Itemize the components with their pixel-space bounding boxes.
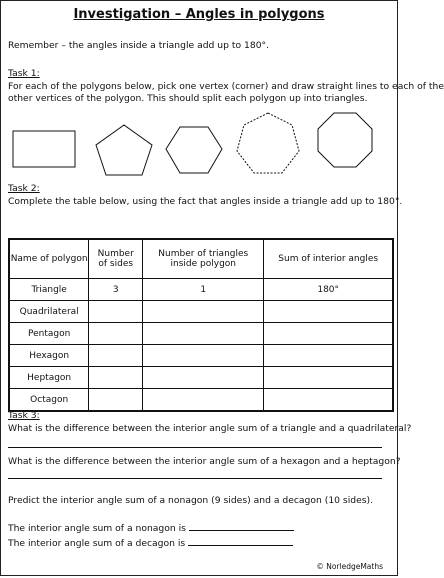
angles-table xyxy=(8,238,394,412)
header-name: Name of polygon xyxy=(9,239,89,279)
row-triangles[interactable] xyxy=(143,301,264,323)
row-sides[interactable] xyxy=(89,345,143,367)
row-sides[interactable] xyxy=(89,323,143,345)
row-triangles[interactable] xyxy=(143,389,264,412)
header-triangles: Number of triangles inside polygon xyxy=(143,239,264,279)
task3-question3: Predict the interior angle sum of a nonagon (9 sides) and a decagon (10 sides). xyxy=(8,495,374,506)
decagon-label: The interior angle sum of a decagon is xyxy=(8,538,186,549)
header-sides: Number of sides xyxy=(89,239,143,279)
row-sum[interactable] xyxy=(264,301,393,323)
task3-question1: What is the difference between the interior angle sum of a triangle and a quadrilateral? xyxy=(8,423,412,434)
nonagon-answer-blank[interactable] xyxy=(189,530,294,531)
task3-label: Task 3: xyxy=(8,410,40,421)
row-triangles[interactable] xyxy=(143,367,264,389)
row-name: Triangle xyxy=(9,279,89,301)
row-name: Heptagon xyxy=(9,367,89,389)
task2-label: Task 2: xyxy=(8,183,40,194)
nonagon-answer-row xyxy=(8,523,294,535)
task1-instructions-line1: For each of the polygons below, pick one vertex (corner) and draw straight lines to each of the xyxy=(8,81,444,92)
row-sum[interactable] xyxy=(264,367,393,389)
row-sides[interactable]: 3 xyxy=(89,279,143,301)
task3-question2: What is the difference between the interior angle sum of a hexagon and a heptagon? xyxy=(8,456,401,467)
row-triangles[interactable] xyxy=(143,345,264,367)
table-row xyxy=(9,279,393,301)
table-header-row xyxy=(9,239,393,279)
task2-instructions: Complete the table below, using the fact that angles inside a triangle add up to 180°. xyxy=(8,196,403,207)
pentagon-shape xyxy=(96,125,152,175)
table-row xyxy=(9,345,393,367)
row-triangles[interactable]: 1 xyxy=(143,279,264,301)
answer-line-1[interactable] xyxy=(8,447,382,448)
row-triangles[interactable] xyxy=(143,323,264,345)
heptagon-shape xyxy=(237,113,299,173)
row-sides[interactable] xyxy=(89,389,143,412)
row-name: Quadrilateral xyxy=(9,301,89,323)
table-row xyxy=(9,301,393,323)
header-sum: Sum of interior angles xyxy=(264,239,393,279)
row-sum[interactable]: 180° xyxy=(264,279,393,301)
row-sum[interactable] xyxy=(264,389,393,412)
nonagon-label: The interior angle sum of a nonagon is xyxy=(8,523,186,534)
decagon-answer-row xyxy=(8,538,293,550)
row-name: Octagon xyxy=(9,389,89,412)
remember-note: Remember – the angles inside a triangle add up to 180°. xyxy=(8,40,270,51)
row-sum[interactable] xyxy=(264,345,393,367)
answer-line-2[interactable] xyxy=(8,478,382,479)
table-row xyxy=(9,323,393,345)
copyright-footer: © NorledgeMaths xyxy=(316,562,383,571)
task1-instructions-line2: other vertices of the polygon. This should split each polygon up into triangles. xyxy=(8,93,368,104)
polygon-shapes xyxy=(9,109,393,177)
row-sum[interactable] xyxy=(264,323,393,345)
table-row xyxy=(9,367,393,389)
table-row xyxy=(9,389,393,412)
row-sides[interactable] xyxy=(89,367,143,389)
task1-label: Task 1: xyxy=(8,68,40,79)
row-name: Hexagon xyxy=(9,345,89,367)
rectangle-shape xyxy=(13,131,75,167)
row-sides[interactable] xyxy=(89,301,143,323)
octagon-shape xyxy=(318,113,372,167)
hexagon-shape xyxy=(166,127,222,173)
decagon-answer-blank[interactable] xyxy=(188,545,293,546)
row-name: Pentagon xyxy=(9,323,89,345)
page-title: Investigation – Angles in polygons xyxy=(73,7,325,22)
